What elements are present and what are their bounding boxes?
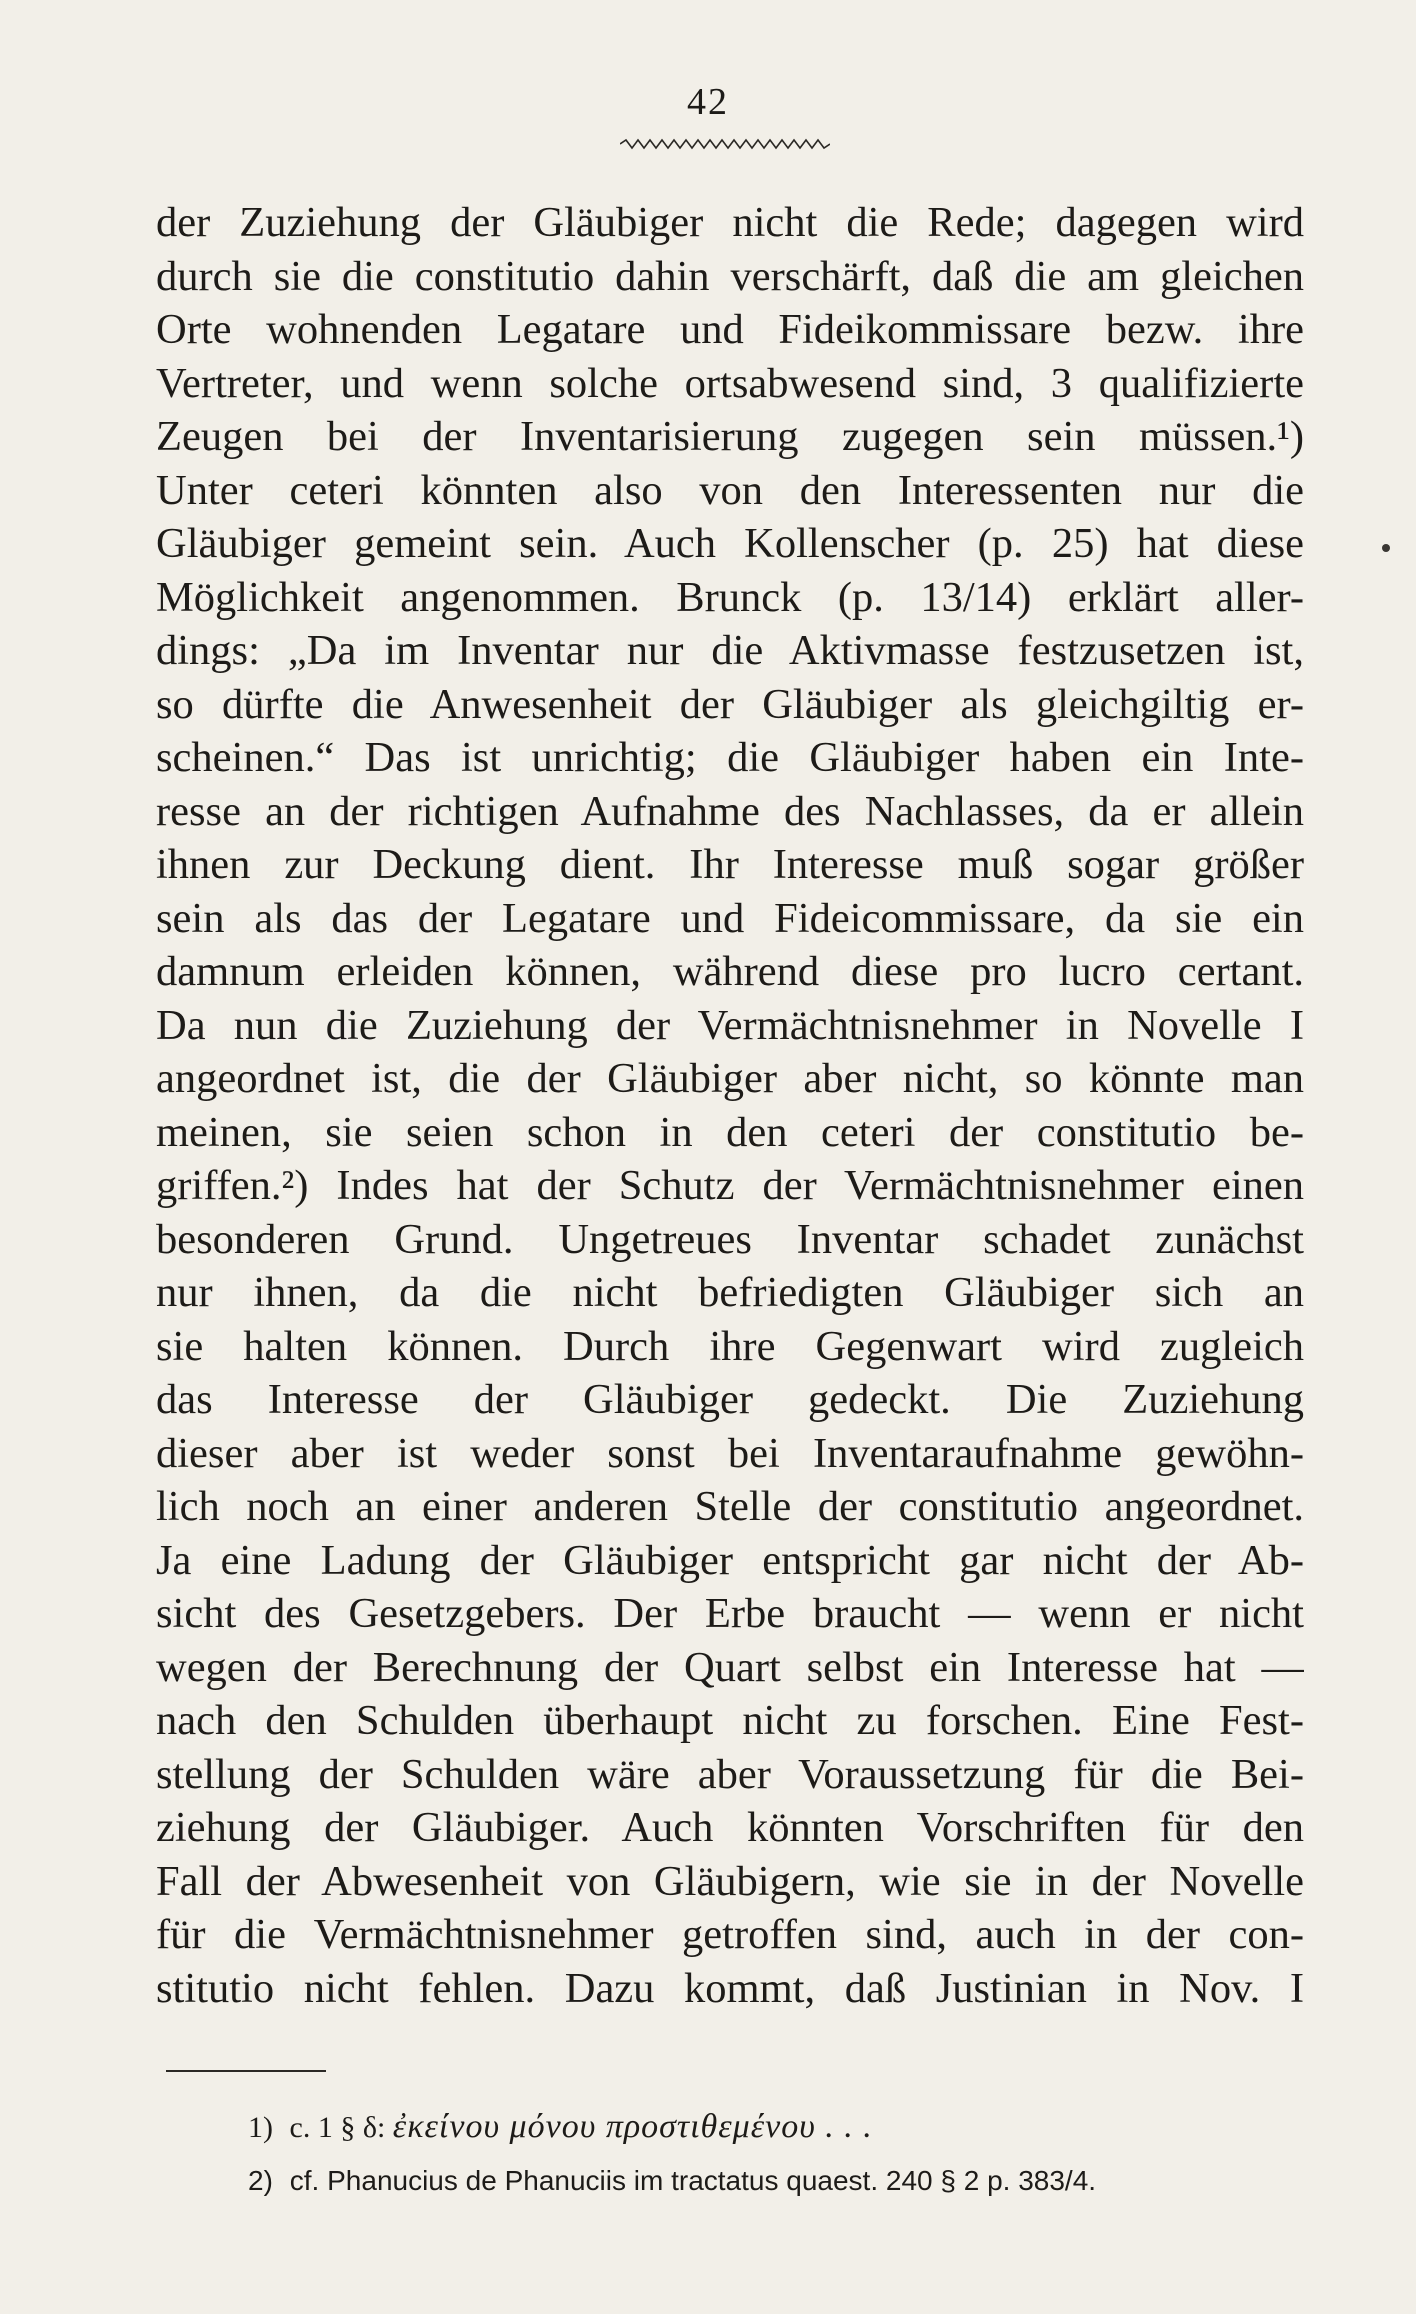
footnote-text: c. 1 § δ: (289, 2111, 386, 2144)
text-line: das Interesse der Gläubiger gedeckt. Die Zuziehung (156, 1376, 1304, 1423)
text-line: resse an der richtigen Aufnahme des Nachlasses, da er allein (156, 787, 1304, 835)
text-line: so dürfte die Anwesenheit der Gläubiger als gleichgiltig er- (156, 680, 1304, 728)
footnote-1 (248, 2100, 1248, 2154)
text-line: sein als das der Legatare und Fideicommissare, da sie ein (156, 894, 1304, 942)
text-line: Orte wohnenden Legatare und Fideikommissare bezw. ihre (156, 306, 1304, 353)
footnote-greek-text: ἐκείνου μόνου προστιθεμένου . . . (392, 2108, 873, 2145)
text-line: wegen der Berechnung der Quart selbst ein Interesse hat — (156, 1643, 1304, 1691)
text-line: sicht des Gesetzgebers. Der Erbe braucht — wenn er nicht (156, 1590, 1304, 1637)
text-line: der Zuziehung der Gläubiger nicht die Rede; dagegen wird (156, 199, 1304, 246)
footnote-2 (248, 2154, 1248, 2208)
text-line: ihnen zur Deckung dient. Ihr Interesse muß sogar größer (156, 841, 1304, 888)
text-line: angeordnet ist, die der Gläubiger aber nicht, so könnte man (156, 1055, 1304, 1102)
text-line: sie halten können. Durch ihre Gegenwart wird zugleich (156, 1322, 1304, 1370)
footnote-marker: 1) (248, 2111, 273, 2144)
page-number: 42 (687, 81, 729, 123)
text-line: ziehung der Gläubiger. Auch könnten Vorschriften für den (156, 1804, 1304, 1851)
text-line: nach den Schulden überhaupt nicht zu forschen. Eine Fest- (156, 1697, 1304, 1744)
footnote-text: cf. Phanucius de Phanuciis im tractatus quaest. 240 § 2 p. 383/4. (289, 2165, 1097, 2196)
body-text (156, 196, 1304, 2015)
text-line: scheinen.“ Das ist unrichtig; die Gläubiger haben ein Inte- (156, 734, 1304, 781)
text-line: Unter ceteri könnten also von den Interessenten nur die (156, 466, 1304, 514)
text-line: Zeugen bei der Inventarisierung zugegen sein müssen.¹) (156, 413, 1304, 460)
text-line: lich noch an einer anderen Stelle der constitutio angeordnet. (156, 1483, 1304, 1530)
text-line: Gläubiger gemeint sein. Auch Kollenscher (p. 25) hat diese (156, 520, 1304, 567)
text-line: für die Vermächtnisnehmer getroffen sind, auch in der con- (156, 1911, 1304, 1958)
header-ornament (620, 138, 830, 150)
text-line: meinen, sie seien schon in den ceteri der constitutio be- (156, 1108, 1304, 1156)
footnotes (248, 2100, 1248, 2208)
text-line: Möglichkeit angenommen. Brunck (p. 13/14) erklärt aller- (156, 573, 1304, 621)
footnote-marker: 2) (248, 2165, 273, 2196)
text-line: stellung der Schulden wäre aber Voraussetzung für die Bei- (156, 1750, 1304, 1798)
text-line: nur ihnen, da die nicht befriedigten Gläubiger sich an (156, 1269, 1304, 1316)
text-line: Da nun die Zuziehung der Vermächtnisnehmer in Novelle I (156, 1001, 1304, 1049)
text-line: dieser aber ist weder sonst bei Inventaraufnahme gewöhn- (156, 1429, 1304, 1477)
text-line: Fall der Abwesenheit von Gläubigern, wie sie in der Novelle (156, 1857, 1304, 1905)
text-line: griffen.²) Indes hat der Schutz der Vermächtnisnehmer einen (156, 1162, 1304, 1209)
text-line: stitutio nicht fehlen. Dazu kommt, daß Justinian in Nov. I (156, 1964, 1304, 2012)
print-speck (1382, 544, 1390, 552)
text-line: besonderen Grund. Ungetreues Inventar schadet zunächst (156, 1215, 1304, 1263)
text-line: dings: „Da im Inventar nur die Aktivmasse festzusetzen ist, (156, 627, 1304, 674)
text-line: damnum erleiden können, während diese pro lucro certant. (156, 948, 1304, 995)
footnote-rule (166, 2070, 326, 2072)
text-line: Ja eine Ladung der Gläubiger entspricht gar nicht der Ab- (156, 1536, 1304, 1584)
text-line: Vertreter, und wenn solche ortsabwesend sind, 3 qualifizierte (156, 359, 1304, 407)
text-line: durch sie die constitutio dahin verschärft, daß die am gleichen (156, 252, 1304, 300)
